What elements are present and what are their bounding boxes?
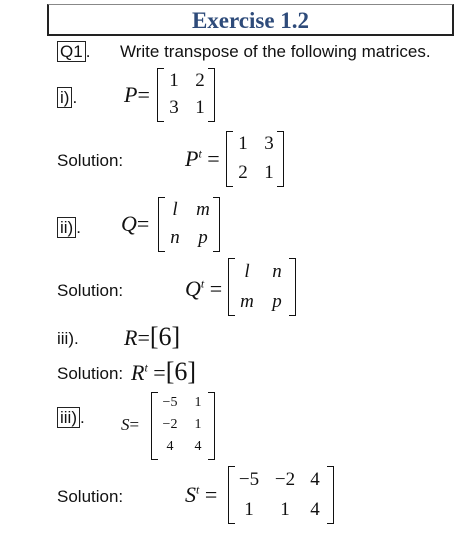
matrix-cell: −2 <box>162 417 178 432</box>
matrix-name-q: Q <box>121 211 137 236</box>
matrix-cell: 1 <box>238 133 248 154</box>
transpose-name-p: P <box>185 146 199 171</box>
matrix-name-p: P <box>124 82 138 107</box>
matrix-cell: 2 <box>195 70 205 91</box>
matrix-cell: p <box>198 227 208 248</box>
matrix-s <box>151 392 215 460</box>
question-number: Q1 <box>57 41 86 62</box>
matrix-cell: 1 <box>194 417 202 432</box>
matrix-cell: l <box>172 199 178 220</box>
matrix-cell: 3 <box>169 97 179 118</box>
matrix-cell: −2 <box>274 469 296 490</box>
equation-p-transpose <box>185 146 220 172</box>
equation-s-transpose <box>185 482 217 508</box>
equation-q <box>121 211 149 237</box>
matrix-cell: −5 <box>162 395 178 410</box>
matrix-cell: 1 <box>169 70 179 91</box>
part-label-ii <box>57 218 81 238</box>
transpose-name-q: Q <box>185 276 201 301</box>
equation-p <box>124 82 150 108</box>
equals-sign: = <box>153 360 166 385</box>
matrix-q <box>158 197 220 252</box>
title-box <box>47 4 454 36</box>
matrix-cell: 1 <box>280 499 290 520</box>
transpose-mark: t <box>196 482 200 497</box>
solution-label-iii-r: Solution: <box>57 364 124 383</box>
part-label-iii-r: iii). <box>57 329 79 348</box>
equals-sign: = <box>129 415 140 434</box>
equation-q-transpose <box>185 276 222 302</box>
question-label <box>57 42 90 62</box>
equals-sign: = <box>207 146 220 171</box>
part-label-i <box>57 88 77 108</box>
matrix-cell: 4 <box>310 469 320 490</box>
equals-sign: = <box>204 482 218 507</box>
part-label-iii-s-suffix: . <box>80 408 85 427</box>
equals-sign: = <box>137 325 150 350</box>
part-label-iii-s <box>57 408 85 428</box>
question-text: Write transpose of the following matrices. <box>120 42 431 61</box>
matrix-cell: 4 <box>310 499 320 520</box>
matrix-p-transpose <box>226 131 284 187</box>
part-label-ii-text: ii) <box>57 217 76 238</box>
part-label-ii-suffix: . <box>76 218 81 237</box>
equation-r <box>124 322 180 352</box>
equals-sign: = <box>137 82 150 107</box>
matrix-cell: n <box>272 261 282 282</box>
transpose-mark: t <box>144 360 148 375</box>
transpose-name-s: S <box>185 482 196 507</box>
matrix-cell: 1 <box>194 395 202 410</box>
matrix-r: [6] <box>149 322 181 351</box>
part-label-i-suffix: . <box>72 88 78 107</box>
matrix-cell: 4 <box>194 439 202 454</box>
solution-label-i: Solution: <box>57 151 124 170</box>
matrix-cell: m <box>240 291 254 312</box>
matrix-cell: −5 <box>238 469 260 490</box>
transpose-mark: t <box>198 146 202 161</box>
matrix-cell: n <box>170 227 180 248</box>
equals-sign: = <box>209 276 223 301</box>
matrix-cell: 1 <box>195 97 205 118</box>
matrix-cell: l <box>244 261 250 282</box>
solution-label-ii: Solution: <box>57 281 124 300</box>
question-suffix: . <box>85 42 91 61</box>
matrix-p <box>157 68 215 122</box>
page-title: Exercise 1.2 <box>191 8 310 33</box>
matrix-name-s: S <box>121 415 130 434</box>
matrix-cell: 1 <box>244 499 254 520</box>
matrix-s-transpose <box>228 466 334 524</box>
equation-s <box>121 415 139 435</box>
matrix-r-transpose: [6] <box>165 357 197 386</box>
transpose-name-r: R <box>131 360 145 385</box>
matrix-cell: p <box>272 291 282 312</box>
part-label-i-text: i) <box>57 87 72 108</box>
part-label-iii-s-text: iii) <box>57 407 80 428</box>
matrix-cell: m <box>196 199 210 220</box>
equation-r-transpose <box>131 357 196 387</box>
transpose-mark: t <box>200 276 205 291</box>
matrix-q-transpose <box>228 258 296 316</box>
matrix-cell: 1 <box>264 162 274 183</box>
matrix-cell: 3 <box>264 133 274 154</box>
equals-sign: = <box>136 211 150 236</box>
matrix-cell: 4 <box>166 439 174 454</box>
matrix-name-r: R <box>124 325 138 350</box>
matrix-cell: 2 <box>238 162 248 183</box>
solution-label-iii-s: Solution: <box>57 487 124 506</box>
